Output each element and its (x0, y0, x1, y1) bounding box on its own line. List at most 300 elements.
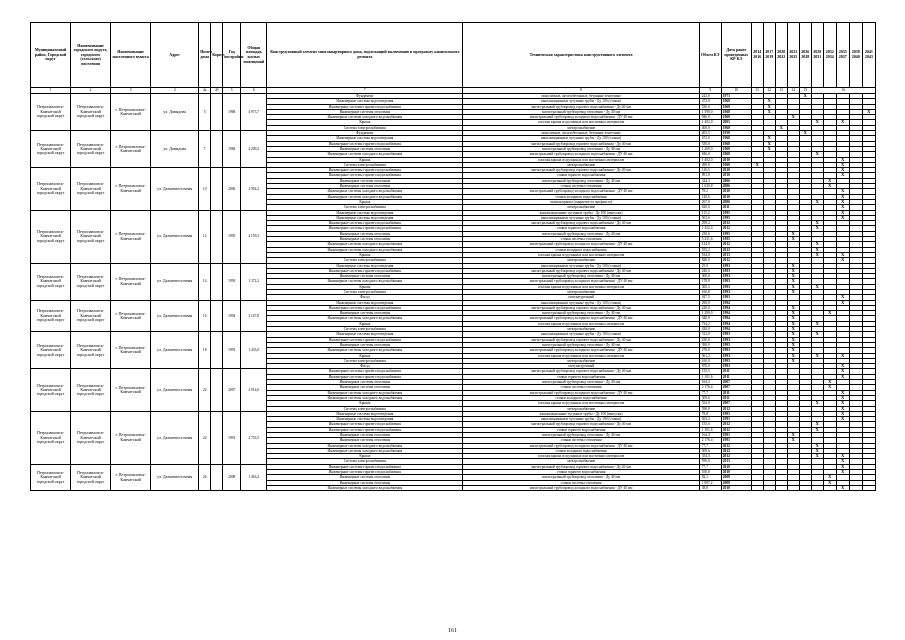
prior-repair-date: 1993 (721, 358, 751, 363)
element-characteristic: магистральный трубопровод отопления - Ду 40 мм (463, 109, 699, 114)
element-characteristic: электроснабжение (463, 459, 699, 464)
prior-repair-date: 1991 (721, 433, 751, 438)
building-pos: Петропавловск-Камчатский городской округ (71, 464, 111, 490)
building-year: 1995 (223, 210, 241, 263)
element-characteristic: магистральный трубопровод холодного водоснабжения - ДУ 40 мм (463, 316, 699, 321)
element-characteristic: стояки системы отопления (463, 438, 699, 443)
element-volume: 2 176,4 (699, 385, 721, 390)
period-mark: X (811, 401, 823, 406)
element-name: Инженерные системы водоотведения (267, 210, 463, 215)
period-mark: X (823, 475, 836, 480)
prior-repair-date: 1993 (721, 364, 751, 369)
element-characteristic: стояки холодного водоснабжения (463, 194, 699, 199)
period-mark: X (787, 279, 799, 284)
period-mark: X (836, 485, 849, 490)
element-volume: 1 290,0 (699, 311, 721, 316)
element-name: Инженерные системы холодного водоснабжения (267, 485, 463, 490)
element-name: Инженерные системы холодного водоснабжения (267, 152, 463, 157)
period-mark: X (836, 390, 849, 395)
element-volume: 240,0 (699, 268, 721, 273)
period-mark: X (836, 374, 849, 379)
period-mark: X (823, 184, 836, 189)
building-street: ул. Дальневосточная (151, 411, 199, 464)
element-characteristic: стояки горячего водоснабжения (463, 173, 699, 178)
building-korpus (211, 131, 223, 168)
period-mark: X (787, 284, 799, 289)
building-area: 1 463,4 (241, 464, 267, 490)
column-header: Адрес (151, 23, 199, 88)
prior-repair-date: 2011 (721, 369, 751, 374)
element-characteristic: магистральный трубопровод горячего водоснабжения - Ду 40 мм (463, 168, 699, 173)
period-mark: X (836, 300, 849, 305)
element-name: Инженерные системы горячего водоснабжения (267, 104, 463, 109)
column-header: 2029 2031 (811, 23, 823, 88)
building-house: 18 (199, 332, 211, 369)
period-mark: X (787, 353, 799, 358)
element-characteristic: канализационные чугунные трубы - Ду 100 (выпуски) (463, 210, 699, 215)
building-korpus (211, 210, 223, 263)
prior-repair-date: 1991 (721, 438, 751, 443)
period-mark: X (836, 295, 849, 300)
prior-repair-date: 1958 (721, 131, 751, 136)
element-volume: 534,0 (699, 252, 721, 257)
column-header: Конструктивный элемент многоквартирного дома, подлежащий включению в программу капитального ремонта (267, 23, 463, 88)
prior-repair-date: 2008 (721, 480, 751, 485)
building-pos: Петропавловск-Камчатский городской округ (71, 411, 111, 464)
element-characteristic: оштукатуренный (463, 295, 699, 300)
element-name: Крыша (267, 353, 463, 358)
building-mun: Петропавловск-Камчатский городской округ (31, 464, 71, 490)
period-mark: X (811, 422, 823, 427)
element-name: Инженерные системы холодного водоснабжения (267, 448, 463, 453)
period-mark: X (836, 459, 849, 464)
prior-repair-date: 2012 (721, 247, 751, 252)
element-name: Инженерные системы отопления (267, 237, 463, 242)
element-characteristic: магистральный трубопровод горячего водоснабжения - Ду 40 мм (463, 337, 699, 342)
building-house: 5 (199, 94, 211, 131)
element-characteristic: электроснабжение (463, 258, 699, 263)
element-volume: 1 590,0 (699, 109, 721, 114)
element-volume: 590,0 (699, 459, 721, 464)
element-characteristic: магистральный трубопровод отопления - Ду 40 мм (463, 380, 699, 385)
element-name: Инженерные системы отопления (267, 184, 463, 189)
prior-repair-date: 1994 (721, 305, 751, 310)
building-korpus (211, 168, 223, 210)
building-year: 2006 (223, 168, 241, 210)
column-header: 2014 2016 (751, 23, 763, 88)
element-volume: 1 630,8 (699, 184, 721, 189)
period-mark: X (811, 152, 823, 157)
element-characteristic: стояки системы отопления (463, 385, 699, 390)
prior-repair-date: 1993 (721, 263, 751, 268)
period-mark: X (836, 162, 849, 167)
prior-repair-date: 1991 (721, 417, 751, 422)
element-volume: 846,0 (699, 152, 721, 157)
element-name: Инженерные системы отопления (267, 433, 463, 438)
element-characteristic: магистральный трубопровод отопления - Ду 40 мм (463, 433, 699, 438)
element-volume: 5 231,6 (699, 237, 721, 242)
column-header: Общая площадь жилых помещений (241, 23, 267, 88)
building-house: 14 (199, 263, 211, 300)
column-header: Муниципальный район, Городской округ (31, 23, 71, 88)
element-name: Фундамент (267, 131, 463, 136)
prior-repair-date: 2012 (721, 427, 751, 432)
element-characteristic: магистральный трубопровод холодного водоснабжения - ДУ 40 мм (463, 242, 699, 247)
period-mark: X (787, 274, 799, 279)
element-name: Инженерные системы отопления (267, 385, 463, 390)
period-mark: X (763, 141, 775, 146)
period-mark: X (811, 332, 823, 337)
element-name: Инженерные системы горячего водоснабжения (267, 337, 463, 342)
element-volume: 178,9 (699, 279, 721, 284)
element-volume: 530,0 (699, 141, 721, 146)
element-name: Инженерные системы горячего водоснабжения (267, 470, 463, 475)
period-mark: X (811, 242, 823, 247)
element-volume: 927,5 (699, 295, 721, 300)
element-characteristic: магистральный трубопровод горячего водоснабжения - Ду 40 мм (463, 369, 699, 374)
prior-repair-date: 1995 (721, 231, 751, 236)
element-name: Крыша (267, 401, 463, 406)
period-mark: X (836, 369, 849, 374)
period-mark: X (787, 268, 799, 273)
prior-repair-date: 2007 (721, 385, 751, 390)
column-number: 16 (811, 88, 875, 94)
element-characteristic: магистральный трубопровод отопления - Ду 40 мм (463, 475, 699, 480)
building-area: 1 372,2 (241, 263, 267, 300)
element-name: Система электроснабжения (267, 327, 463, 332)
element-volume: 390,0 (699, 342, 721, 347)
period-mark: X (787, 358, 799, 363)
period-mark (799, 485, 811, 490)
element-characteristic: канализационные чугунные трубы - Ду 100 (стояки) (463, 215, 699, 220)
period-mark (862, 485, 875, 490)
period-mark: X (811, 199, 823, 204)
element-characteristic: канализационные чугунные трубы - Ду 100 (стояки) (463, 263, 699, 268)
building-pos: Петропавловск-Камчатский городской округ (71, 94, 111, 131)
element-characteristic: стояки холодного водоснабжения (463, 247, 699, 252)
column-header: 2017 2019 (763, 23, 775, 88)
element-volume: 354,0 (699, 454, 721, 459)
element-characteristic: канализационные чугунные трубы - Ду 100 (стояки) (463, 99, 699, 104)
element-name: Крыша (267, 454, 463, 459)
prior-repair-date: 1995 (721, 237, 751, 242)
building-area: 1 433,0 (241, 332, 267, 369)
building-np: г. Петропавловск-Камчатский (111, 168, 151, 210)
column-header: Дата ранее проведенных КР КЭ (721, 23, 751, 88)
element-characteristic: электроснабжение (463, 289, 699, 294)
column-number: 6 (241, 88, 267, 94)
element-characteristic: плоская крыша из рулонных или мастичных материалов (463, 353, 699, 358)
element-characteristic: магистральный трубопровод отопления - Ду 40 мм (463, 342, 699, 347)
element-name: Инженерные системы водоотведения (267, 99, 463, 104)
program-table-sheet (30, 22, 876, 491)
element-characteristic: канализационные чугунные трубы - Ду 100 (выпуски) (463, 411, 699, 416)
building-area: 4 973,7 (241, 94, 267, 131)
element-name: Инженерные системы холодного водоснабжения (267, 395, 463, 400)
period-mark: X (811, 284, 823, 289)
period-mark: X (787, 289, 799, 294)
building-pos: Петропавловск-Камчатский городской округ (71, 369, 111, 411)
building-mun: Петропавловск-Камчатский городской округ (31, 131, 71, 168)
building-np: г. Петропавловск-Камчатский (111, 263, 151, 300)
prior-repair-date: 1968 (721, 104, 751, 109)
prior-repair-date: 2010 (721, 168, 751, 173)
building-area: 3 147,8 (241, 300, 267, 332)
prior-repair-date: 1968 (721, 141, 751, 146)
building-area: 2 914,6 (241, 369, 267, 411)
element-characteristic: магистральный трубопровод отопления - Ду 40 мм (463, 311, 699, 316)
element-name: Инженерные системы водоотведения (267, 136, 463, 141)
element-volume: 672,0 (699, 136, 721, 141)
element-characteristic: электроснабжение (463, 125, 699, 130)
element-volume: 340,0 (699, 316, 721, 321)
prior-repair-date: 1993 (721, 274, 751, 279)
period-mark: X (787, 321, 799, 326)
prior-repair-date: 1994 (721, 300, 751, 305)
period-mark: X (811, 221, 823, 226)
element-characteristic: магистральный трубопровод холодного водоснабжения - ДУ 40 мм (463, 390, 699, 395)
element-volume: 124,9 (699, 242, 721, 247)
element-characteristic: плоская крыша из рулонных или мастичных материалов (463, 321, 699, 326)
element-volume: 267,0 (699, 199, 721, 204)
prior-repair-date: 2011 (721, 395, 751, 400)
building-mun: Петропавловск-Камчатский городской округ (31, 263, 71, 300)
prior-repair-date: 1968 (721, 162, 751, 167)
prior-repair-date: 1994 (721, 316, 751, 321)
element-characteristic: скатная крыша (покрытие из профлиста) (463, 199, 699, 204)
prior-repair-date: 2012 (721, 454, 751, 459)
prior-repair-date: 1994 (721, 321, 751, 326)
prior-repair-date: 2013 (721, 252, 751, 257)
period-mark: X (787, 433, 799, 438)
element-name: Инженерные системы отопления (267, 274, 463, 279)
building-area: 2 753,5 (241, 411, 267, 464)
column-number: 11 (751, 88, 763, 94)
building-korpus (211, 369, 223, 411)
building-mun: Петропавловск-Камчатский городской округ (31, 168, 71, 210)
element-volume: 490,0 (699, 162, 721, 167)
period-mark: X (836, 210, 849, 215)
element-characteristic: плоская крыша из рулонных или мастичных материалов (463, 120, 699, 125)
period-mark: X (836, 205, 849, 210)
prior-repair-date: 2006 (721, 178, 751, 183)
building-korpus (211, 94, 223, 131)
building-mun: Петропавловск-Камчатский городской округ (31, 369, 71, 411)
element-volume: 160,0 (699, 358, 721, 363)
prior-repair-date: 2006 (721, 199, 751, 204)
element-volume: 363,2 (699, 417, 721, 422)
period-mark (811, 485, 823, 490)
element-volume: 555,2 (699, 247, 721, 252)
period-mark: X (811, 120, 823, 125)
building-year: 1994 (223, 300, 241, 332)
element-name: Инженерные системы отопления (267, 380, 463, 385)
element-volume: 1 402,0 (699, 120, 721, 125)
period-mark: X (836, 417, 849, 422)
element-volume: 472,0 (699, 99, 721, 104)
period-mark: X (811, 454, 823, 459)
building-area: 2 902,2 (241, 168, 267, 210)
element-volume: 309,6 (699, 448, 721, 453)
element-name: Инженерные системы отопления (267, 475, 463, 480)
period-mark: X (751, 162, 763, 167)
element-characteristic: магистральный трубопровод холодного водоснабжения - ДУ 40 мм (463, 152, 699, 157)
element-characteristic: магистральный трубопровод холодного водоснабжения - ДУ 40 мм (463, 115, 699, 120)
period-mark: X (787, 237, 799, 242)
element-volume: 230,6 (699, 231, 721, 236)
building-korpus (211, 300, 223, 332)
column-number: 4б (211, 88, 223, 94)
period-mark: X (836, 258, 849, 263)
element-volume: 550,8 (699, 470, 721, 475)
element-characteristic: магистральный трубопровод горячего водоснабжения - Ду 40 мм (463, 305, 699, 310)
element-name: Фундамент (267, 94, 463, 99)
element-characteristic: стояки горячего водоснабжения (463, 226, 699, 231)
element-volume: 354,0 (699, 401, 721, 406)
period-mark: X (823, 385, 836, 390)
prior-repair-date: 2012 (721, 258, 751, 263)
period-mark: X (836, 157, 849, 162)
element-characteristic: магистральный трубопровод горячего водоснабжения - Ду 40 мм (463, 104, 699, 109)
prior-repair-date: 1968 (721, 152, 751, 157)
period-mark: X (836, 173, 849, 178)
prior-repair-date: 2010 (721, 189, 751, 194)
period-mark: X (836, 120, 849, 125)
period-mark (849, 485, 862, 490)
element-volume: 155,5 (699, 369, 721, 374)
column-number: 14 (787, 88, 799, 94)
period-mark: X (799, 94, 811, 99)
element-volume: 365,5 (699, 284, 721, 289)
element-name: Инженерные системы горячего водоснабжения (267, 305, 463, 310)
element-name: Инженерные системы горячего водоснабжения (267, 268, 463, 273)
element-name: Инженерные системы водоотведения (267, 215, 463, 220)
element-volume: 361,2 (699, 353, 721, 358)
element-name: Инженерные системы отопления (267, 342, 463, 347)
element-name: Фасад (267, 295, 463, 300)
element-name: Инженерные системы водоотведения (267, 417, 463, 422)
period-mark: X (836, 189, 849, 194)
column-header: 2041 2043 (862, 23, 875, 88)
building-mun: Петропавловск-Камчатский городской округ (31, 300, 71, 332)
element-characteristic: стояки холодного водоснабжения (463, 395, 699, 400)
element-name: Инженерные системы холодного водоснабжения (267, 316, 463, 321)
element-volume: 724,2 (699, 321, 721, 326)
element-characteristic: стояки горячего водоснабжения (463, 427, 699, 432)
prior-repair-date: 2006 (721, 184, 751, 189)
period-mark: X (787, 342, 799, 347)
element-volume: 420,0 (699, 327, 721, 332)
element-characteristic: канализационные чугунные трубы - Ду 100 (стояки) (463, 417, 699, 422)
prior-repair-date: 2010 (721, 173, 751, 178)
element-volume: 220,0 (699, 305, 721, 310)
element-name: Крыша (267, 321, 463, 326)
period-mark: X (823, 311, 836, 316)
element-volume: 290,0 (699, 300, 721, 305)
column-number: 10 (721, 88, 751, 94)
building-house: 12 (199, 210, 211, 263)
element-name: Крыша (267, 199, 463, 204)
building-street: ул. Дальневосточная (151, 332, 199, 369)
building-pos: Петропавловск-Камчатский городской округ (71, 168, 111, 210)
period-mark: X (823, 178, 836, 183)
element-characteristic: монолитные, железобетонные, бетонные ленточные (463, 131, 699, 136)
period-mark: X (836, 199, 849, 204)
element-name: Система электроснабжения (267, 289, 463, 294)
building-korpus (211, 464, 223, 490)
building-street: ул. Дальневосточная (151, 263, 199, 300)
period-mark: X (763, 99, 775, 104)
period-mark: X (787, 337, 799, 342)
element-name: Инженерные системы холодного водоснабжения (267, 189, 463, 194)
element-volume: 891,8 (699, 173, 721, 178)
element-volume: 230,0 (699, 337, 721, 342)
period-mark: X (836, 252, 849, 257)
column-header: Наименование городского округа, городского (сельского) поселения (71, 23, 111, 88)
prior-repair-date: 1994 (721, 311, 751, 316)
period-mark (775, 485, 787, 490)
building-street: ул. Дальневосточная (151, 168, 199, 210)
element-volume: 1 452,4 (699, 226, 721, 231)
element-characteristic: плоская крыша из рулонных или мастичных материалов (463, 157, 699, 162)
element-volume: 530,0 (699, 104, 721, 109)
prior-repair-date: 1968 (721, 99, 751, 104)
period-mark: X (787, 263, 799, 268)
period-mark (763, 485, 775, 490)
element-volume: 1 101,6 (699, 374, 721, 379)
building-house: 24 (199, 411, 211, 464)
element-volume: 299,2 (699, 221, 721, 226)
element-characteristic: магистральный трубопровод горячего водоснабжения - Ду 40 мм (463, 422, 699, 427)
element-characteristic: электроснабжение (463, 358, 699, 363)
element-volume: 120,6 (699, 194, 721, 199)
element-name: Инженерные системы холодного водоснабжения (267, 247, 463, 252)
element-characteristic: стояки системы отопления (463, 480, 699, 485)
column-header: Техническая характеристика конструктивного элемента (463, 23, 699, 88)
element-volume: 164,3 (699, 380, 721, 385)
element-name: Фасад (267, 364, 463, 369)
element-characteristic: магистральный трубопровод холодного водоснабжения - ДУ 40 мм (463, 279, 699, 284)
column-header: Объем КЭ (699, 23, 721, 88)
period-mark: X (811, 353, 823, 358)
building-mun: Петропавловск-Камчатский городской округ (31, 332, 71, 369)
period-mark: X (787, 348, 799, 353)
element-characteristic: канализационные чугунные трубы - Ду 100 (стояки) (463, 332, 699, 337)
building-year: 1991 (223, 411, 241, 464)
element-name: Инженерные системы холодного водоснабжения (267, 390, 463, 395)
element-name: Система электроснабжения (267, 205, 463, 210)
element-name: Система электроснабжения (267, 406, 463, 411)
column-header: 2023 2025 (787, 23, 799, 88)
element-characteristic: магистральный трубопровод холодного водоснабжения - ДУ 40 мм (463, 443, 699, 448)
building-year: 1968 (223, 94, 241, 131)
element-name: Инженерные системы горячего водоснабжения (267, 221, 463, 226)
period-mark: X (763, 136, 775, 141)
element-volume: 620,0 (699, 205, 721, 210)
element-volume: 405,5 (699, 131, 721, 136)
prior-repair-date: 1968 (721, 125, 751, 130)
element-name: Инженерные системы водоотведения (267, 300, 463, 305)
building-pos: Петропавловск-Камчатский городской округ (71, 332, 111, 369)
period-mark: X (811, 247, 823, 252)
column-header: 2038 2040 (849, 23, 862, 88)
building-year: 2007 (223, 369, 241, 411)
element-volume: 309,6 (699, 395, 721, 400)
prior-repair-date: 2005 (721, 120, 751, 125)
element-volume: 324,3 (699, 178, 721, 183)
prior-repair-date: 2010 (721, 194, 751, 199)
building-np: г. Петропавловск-Камчатский (111, 131, 151, 168)
